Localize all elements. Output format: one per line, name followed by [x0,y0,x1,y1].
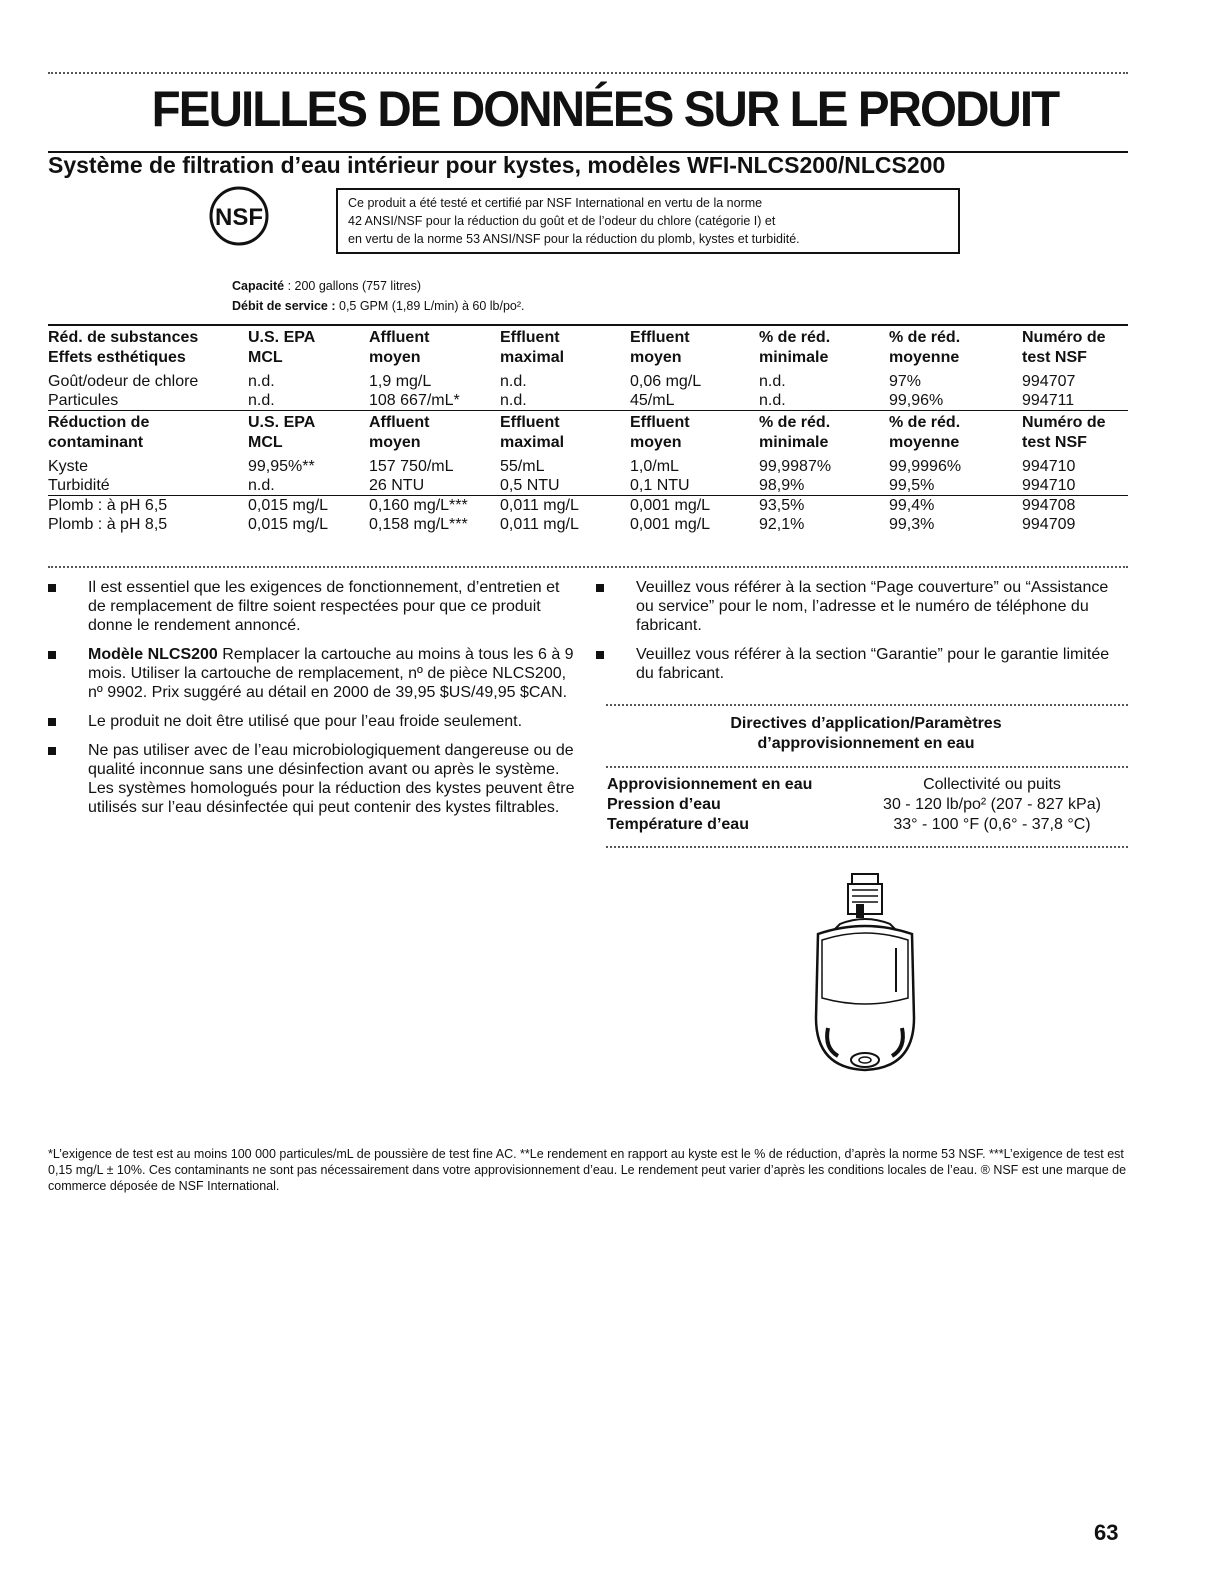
table-cell: Goût/odeur de chlore [48,373,199,390]
column-header-line: test NSF [1022,434,1087,451]
table-cell: 99,3% [889,516,935,533]
capacity-label: Capacité [232,279,285,293]
column-header-line: moyenne [889,434,960,451]
table-cell: 0,5 NTU [500,477,560,494]
table-cell: n.d. [500,392,527,409]
table-row [48,372,1128,391]
table-cell: n.d. [500,373,527,390]
directive-row [607,815,1127,835]
column-header-line: % de réd. [889,414,961,431]
table-cell: 99,9987% [759,458,832,475]
table-cell: 0,06 mg/L [630,373,702,390]
directives-mid-rule [606,766,1128,768]
directive-label: Température d’eau [607,816,749,833]
table-cell: 1,9 mg/L [369,373,432,390]
column-header [48,326,248,372]
directive-value: 33° - 100 °F (0,6° - 37,8 °C) [893,816,1091,833]
bullet-item [596,578,1126,635]
table-cell: 0,015 mg/L [248,497,329,514]
cert-line-3: en vertu de la norme 53 ANSI/NSF pour la réduction du plomb, kystes et turbidité. [348,232,800,246]
table-cell: 92,1% [759,516,805,533]
directive-value: 30 - 120 lb/po² (207 - 827 kPa) [883,796,1101,813]
table-cell: 0,001 mg/L [630,497,711,514]
table-row [48,496,1128,515]
table-cell: 0,158 mg/L*** [369,516,468,533]
left-bullets [48,578,578,827]
column-header-line: Effluent [630,329,690,346]
bullet-square-icon [48,584,56,592]
column-header-line: Effluent [500,414,560,431]
filter-cartridge-illustration [800,868,930,1078]
bullet-square-icon [48,651,56,659]
flow-value: 0,5 GPM (1,89 L/min) à 60 lb/po². [335,299,525,313]
table-cell: 26 NTU [369,477,425,494]
column-header [1022,411,1128,457]
column-header [48,411,248,457]
table-cell: n.d. [759,392,786,409]
table-cell: 0,001 mg/L [630,516,711,533]
table-cell: 994710 [1022,477,1076,494]
column-header-line: moyen [630,434,682,451]
bullet-square-icon [48,747,56,755]
column-header-line: minimale [759,434,829,451]
column-header-line: Affluent [369,414,430,431]
column-header [369,326,500,372]
table-cell: 99,9996% [889,458,962,475]
column-header-line: Effluent [500,329,560,346]
bullet-item [48,645,578,702]
table-cell: 994711 [1022,392,1075,409]
column-header [500,326,630,372]
directive-value: Collectivité ou puits [923,776,1061,793]
bullet-item [48,741,578,817]
column-header-line: Numéro de [1022,414,1106,431]
column-header [1022,326,1128,372]
directives-title [606,714,1126,754]
table-cell: n.d. [248,477,275,494]
column-header [759,326,889,372]
table-cell: 0,1 NTU [630,477,690,494]
nsf-logo-icon [194,186,284,246]
table-cell: 97% [889,373,922,390]
table-cell: 994709 [1022,516,1076,533]
column-header [759,411,889,457]
right-bullets [596,578,1126,693]
table-cell: 93,5% [759,497,805,514]
table-cell: 1,0/mL [630,458,679,475]
table-header-row [48,326,1128,372]
table-cell: Particules [48,392,119,409]
bullet-item [596,645,1126,683]
table-cell: 99,95%** [248,458,315,475]
directives-top-rule [606,704,1128,706]
capacity-value: : 200 gallons (757 litres) [284,279,421,293]
table-cell: 0,160 mg/L*** [369,497,468,514]
table-cell: Plomb : à pH 8,5 [48,516,168,533]
bullet-item [48,712,578,731]
table-cell: 98,9% [759,477,805,494]
bullet-text: Il est essentiel que les exigences de fonctionnement, d’entretien et de remplacement de filtre soient respectées pour que ce produit donne le rendement annoncé. [88,579,560,634]
table-cell: 157 750/mL [369,458,454,475]
cert-line-1: Ce produit a été testé et certifié par NSF International en vertu de la norme [348,196,763,210]
column-header [630,326,759,372]
table-cell: n.d. [248,392,275,409]
table-cell: 99,96% [889,392,944,409]
column-header [248,326,369,372]
directives-title-1: Directives d’application/Paramètres [730,715,1002,732]
directives-bottom-rule [606,846,1128,848]
table-cell: 108 667/mL* [369,392,460,409]
flow-label: Débit de service : [232,299,336,313]
column-header-line: moyen [630,349,682,366]
directives-table [607,775,1127,835]
bullet-text: Veuillez vous référer à la section “Page couverture” ou “Assistance ou service” pour le nom, l’adresse et le numéro de téléphone du fabricant. [636,579,1109,634]
column-header [369,411,500,457]
column-header-line: U.S. EPA [248,329,316,346]
table-cell: Kyste [48,458,89,475]
table-header-row [48,411,1128,457]
column-header-line: test NSF [1022,349,1087,366]
table-cell: 0,011 mg/L [500,497,579,514]
bullet-square-icon [596,651,604,659]
column-header-line: % de réd. [889,329,961,346]
table-row [48,515,1128,534]
bullet-text: Veuillez vous référer à la section “Garantie” pour le garantie limitée du fabricant. [636,646,1110,682]
bullet-text: Remplacer la cartouche au moins à tous les 6 à 9 mois. Utiliser la cartouche de remplacement, nº de pièce NLCS200, nº 9902. Prix suggéré au détail en 2000 de 39,95 $US/49,95 $CAN. [88,646,574,701]
column-header-line: Effets esthétiques [48,349,186,366]
table-row [48,391,1128,411]
column-header [889,411,1022,457]
page-title: FEUILLES DE DONNÉES SUR LE PRODUIT [151,81,1059,137]
column-header-line: moyen [369,434,421,451]
top-rule [48,72,1128,74]
directive-row [607,795,1127,815]
table-row [48,476,1128,496]
table-cell: 994707 [1022,373,1076,390]
table-cell: Plomb : à pH 6,5 [48,497,168,514]
page-number: 63 [1094,1520,1119,1545]
column-header-line: Effluent [630,414,690,431]
bullet-square-icon [596,584,604,592]
column-header-line: maximal [500,349,565,366]
directive-row [607,775,1127,795]
table-cell: n.d. [759,373,786,390]
page-subtitle: Système de filtration d’eau intérieur pour kystes, modèles WFI-NLCS200/NLCS200 [48,152,946,178]
column-header-line: % de réd. [759,329,831,346]
column-header-line: minimale [759,349,829,366]
specs [232,276,525,316]
column-header-line: Numéro de [1022,329,1106,346]
bullet-text: Ne pas utiliser avec de l’eau microbiologiquement dangereuse ou de qualité inconnue sans une désinfection avant ou après le système. Les systèmes homologués pour la réduction des kystes peuvent être utilisés sur l’eau désinfectée qui peut contenir des kystes filtrables. [88,742,575,816]
footnote: *L’exigence de test est au moins 100 000 particules/mL de poussière de test fine AC. **Le rendement en rapport au kyste est le % de réduction, d’après la norme 53 NSF. ***L’exigence de test est 0,15 mg/L ± 10%. Ces contaminants ne sont pas nécessairement dans votre approvisionnement d’eau. Le rendement peut varier d’après les conditions locales de l’eau. ® NSF est une marque de commerce déposée de NSF International. [48,1147,1127,1193]
table-cell: 994708 [1022,497,1076,514]
directive-label: Approvisionnement en eau [607,776,813,793]
bullet-square-icon [48,718,56,726]
table-cell: 99,5% [889,477,935,494]
column-header [630,411,759,457]
table-cell: Turbidité [48,477,110,494]
table-cell: 45/mL [630,392,675,409]
column-header-line: maximal [500,434,565,451]
directives-title-2: d’approvisionnement en eau [757,735,975,752]
column-header-line: U.S. EPA [248,414,316,431]
column-header-line: Réd. de substances [48,329,199,346]
certification-box [336,188,960,254]
bullet-text: Le produit ne doit être utilisé que pour l’eau froide seulement. [88,713,523,730]
cert-line-2: 42 ANSI/NSF pour la réduction du goût et de l’odeur du chlore (catégorie I) et [348,214,776,228]
column-header-line: moyen [369,349,421,366]
table-cell: n.d. [248,373,275,390]
column-header-line: % de réd. [759,414,831,431]
table-row [48,457,1128,476]
bullet-bold: Modèle NLCS200 [88,646,218,663]
table-cell: 99,4% [889,497,935,514]
column-header [248,411,369,457]
column-header-line: MCL [248,434,283,451]
nsf-logo-text: NSF [215,204,263,231]
directive-label: Pression d’eau [607,796,721,813]
column-header-line: Affluent [369,329,430,346]
column-header-line: contaminant [48,434,144,451]
column-header-line: Réduction de [48,414,150,431]
table-cell: 0,011 mg/L [500,516,579,533]
table-cell: 55/mL [500,458,545,475]
performance-table [48,326,1128,534]
table-bottom-rule [48,566,1128,568]
column-header [500,411,630,457]
bullet-item [48,578,578,635]
column-header-line: MCL [248,349,283,366]
table-cell: 994710 [1022,458,1076,475]
column-header [889,326,1022,372]
column-header-line: moyenne [889,349,960,366]
table-cell: 0,015 mg/L [248,516,329,533]
